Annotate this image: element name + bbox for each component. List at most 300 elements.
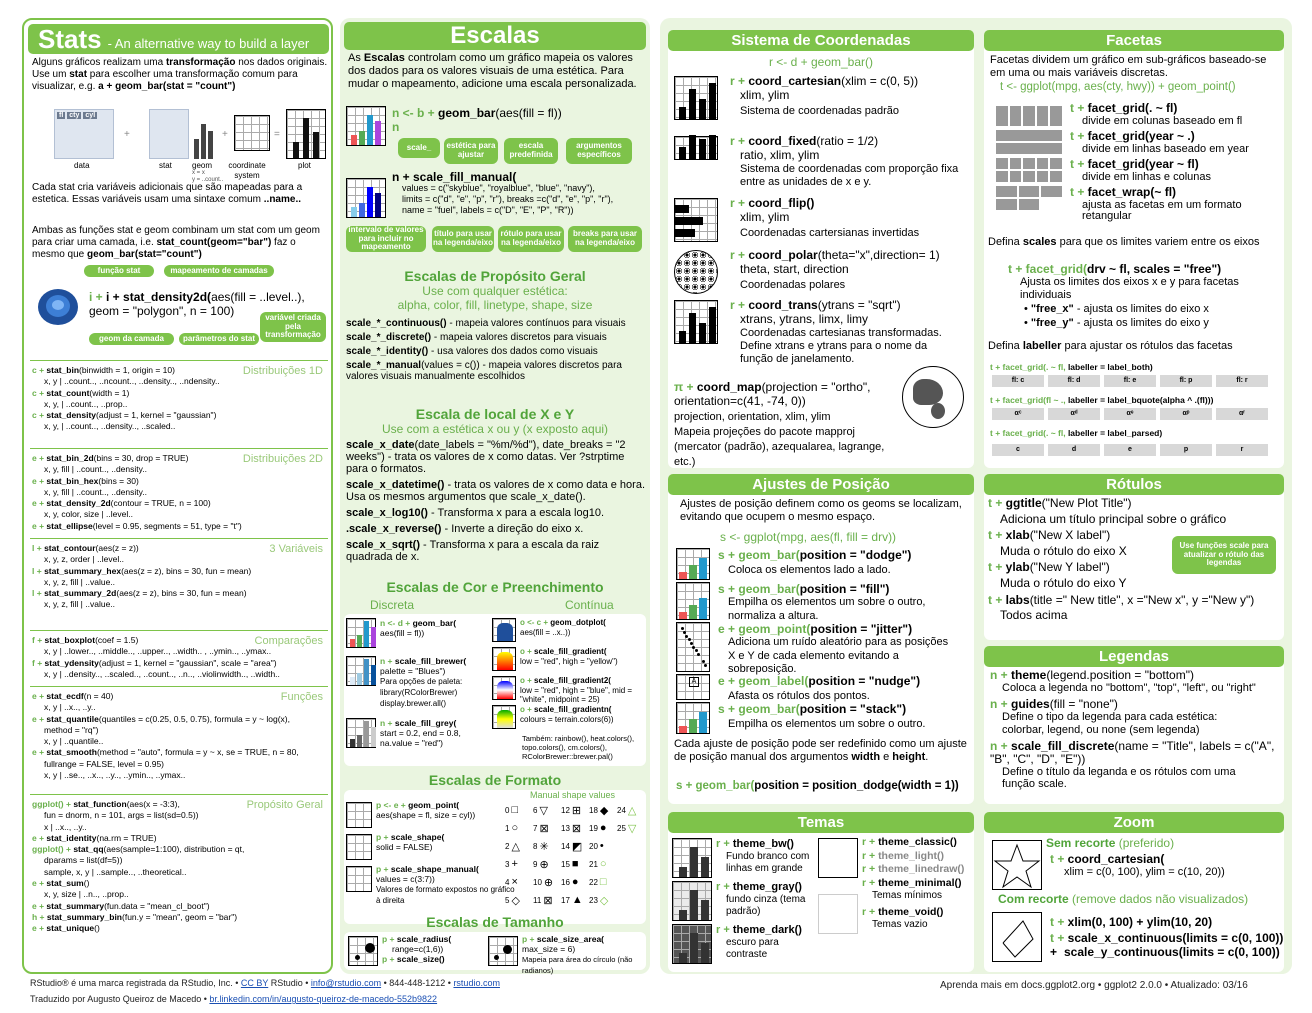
stat-fn: stat_summary_bin xyxy=(46,911,123,922)
facet-strip: e xyxy=(1104,444,1156,456)
shape-glyph-icon: ▽ xyxy=(627,822,637,835)
bar-mark xyxy=(701,857,709,877)
tema-right-item xyxy=(862,850,972,864)
legenda-args: (legend.position = "bottom") xyxy=(1046,668,1194,682)
rotulo-item xyxy=(988,593,1280,624)
shape-number: 22 xyxy=(589,877,598,887)
tema-prefix: r + xyxy=(716,838,733,850)
size-area-icon xyxy=(488,936,518,966)
stat-vars: method = "rq") xyxy=(44,724,99,735)
cor-fn: scale_fill_gradient( xyxy=(534,647,607,656)
stat-vars: x, y, size | ..n.., ..prop.. xyxy=(44,889,129,900)
dot-stack xyxy=(497,710,513,728)
labeller2-strips xyxy=(992,408,1270,420)
labeller3-strips xyxy=(992,444,1270,456)
coord-args: (ratio = 1/2) xyxy=(816,134,879,148)
tamanho-title: Escalas de Tamanho xyxy=(426,914,564,930)
posicao-desc: Adiciona um ruído aleatório para as posições X e Y de cada elemento evitando a sobreposição. xyxy=(728,636,949,675)
stat-line xyxy=(32,912,328,923)
theme-plot-icon xyxy=(672,924,712,964)
facet-desc: divide em linhas e colunas xyxy=(1082,170,1212,183)
stat-vars: x | ..x.., ..y.. xyxy=(44,821,87,832)
tema-item xyxy=(672,838,818,881)
facet-item xyxy=(1070,130,1280,155)
labeller1-code: t + facet_grid(. ~ fl, labeller = label_both) xyxy=(990,362,1153,372)
facet-free-x: • "free_x" - ajusta os limites do eixo x xyxy=(1024,303,1209,315)
footer-right: Aprenda mais em docs.ggplot2.org • ggplot2 2.0.0 • Atualizado: 03/16 xyxy=(940,980,1248,991)
zoom-crop-icon xyxy=(992,912,1042,962)
position-plot-icon xyxy=(676,548,710,580)
coord-sub: xlim, ylim xyxy=(740,210,790,225)
shape-cell xyxy=(533,802,561,818)
cor-prefix: o + xyxy=(520,705,535,714)
xy-item xyxy=(346,523,646,535)
stat-table-icon xyxy=(149,109,189,159)
bar-mark xyxy=(690,847,698,877)
shape-glyph-icon: ○ xyxy=(599,858,607,870)
cor-prefix: o + xyxy=(520,676,535,685)
posicao-arg: position = "jitter") xyxy=(810,622,913,636)
legenda-args: (name = "Title", labels = c("A", "B", "C", "D", "E")) xyxy=(990,738,1275,766)
posicao-prefix: e + xyxy=(718,622,739,636)
facet-free-y: • "free_y" - ajusta os limites do eixo y xyxy=(1024,317,1209,329)
tema-prefix: r + xyxy=(716,924,733,936)
stat-fn: stat_ydensity xyxy=(44,657,99,668)
shape-glyph-icon: ◇ xyxy=(511,894,520,907)
facet-strip: fl: r xyxy=(1216,375,1268,387)
stat-vars: x, y | ..quantile.. xyxy=(44,736,104,747)
coord-desc: Coordenadas cartesianas transformadas. Define xtrans e ytrans para o nome da função de janelamento. xyxy=(740,326,942,366)
stats-title: Stats xyxy=(38,24,102,54)
stat-line xyxy=(32,521,328,532)
dotplot-icon xyxy=(492,676,516,700)
bar-mark xyxy=(679,147,686,159)
stat-vars: sample, x, y | ..sample.., ..theoretical.. xyxy=(44,866,187,877)
facetas-title: Facetas xyxy=(984,30,1284,51)
tema-fn: theme_linedraw() xyxy=(878,863,965,875)
theme-minimal-icon xyxy=(818,894,858,934)
cor-args: low = "red", high = "blue", mid = "white", midpoint = 25) xyxy=(520,685,633,705)
cor-fn: scale_fill_brewer( xyxy=(394,656,467,666)
stat-line xyxy=(32,599,328,610)
cor-args: aes(fill = fl)) xyxy=(380,628,425,639)
tema-item xyxy=(672,881,818,924)
shape-cell xyxy=(561,874,589,890)
temas-title: Temas xyxy=(668,812,974,833)
shape-cell xyxy=(617,820,645,836)
rotulo-fn: ggtitle xyxy=(1005,496,1042,510)
group-separator xyxy=(30,686,328,687)
facet-prefix: t + xyxy=(1070,185,1088,200)
bar-mark xyxy=(690,890,698,920)
stat-args: (aes(sample=1:100), distribution = qt, xyxy=(103,844,245,855)
coord-item xyxy=(672,244,972,294)
stat-fn: stat_boxplot xyxy=(44,635,96,645)
position-plot-icon xyxy=(676,622,710,672)
tam-item xyxy=(382,934,482,954)
coord-plot-icon xyxy=(674,76,718,120)
temas-left xyxy=(672,838,818,967)
posicao-note: Cada ajuste de posição pode ser redefinido como um ajuste de posição manual dos argumentos width e height. xyxy=(674,738,967,764)
cor-right-list xyxy=(492,618,646,734)
stat-vars: x, y, fill | ..count.., ..density.. xyxy=(44,464,147,475)
posicao-prefix: e + xyxy=(718,674,739,688)
shape-cell xyxy=(505,838,533,854)
shape-cell xyxy=(589,802,617,818)
density-code: i + i + stat_density2d(aes(fill = ..level..), geom = "polygon", n = 100) xyxy=(89,290,305,319)
shape-number: 14 xyxy=(561,841,570,851)
facet-desc: divide em colunas baseado em fl xyxy=(1082,114,1243,127)
bar-mark xyxy=(679,572,687,579)
tema-desc: Temas vazio xyxy=(872,919,928,930)
labeller1-strips xyxy=(992,375,1270,387)
coord-desc: Coordenadas cartersianas invertidas xyxy=(740,226,920,239)
legenda-prefix: n + xyxy=(990,668,1012,682)
stat-vars: x, y, | ..count.., ..prop.. xyxy=(44,398,128,409)
coord-desc: Coordenadas polares xyxy=(740,278,846,291)
shape-number: 8 xyxy=(533,841,538,851)
legendas-title: Legendas xyxy=(984,646,1284,667)
geral-fn: scale_*_continuous() xyxy=(346,318,447,329)
posicao-item xyxy=(684,674,974,702)
bar-mark xyxy=(709,83,716,119)
shape-cell xyxy=(589,874,617,890)
zoom-title: Zoom xyxy=(984,812,1284,833)
xy-desc: (date_labels = "%m/%d"), date_breaks = "2 weeks") - trata os valores de x como datas. Ver ?strptime para o formatos. xyxy=(346,439,626,475)
dotplot-icon xyxy=(492,647,516,671)
shape-cell xyxy=(589,892,617,908)
stat-args: (na.rm = TRUE) xyxy=(96,832,157,843)
shape-glyph-icon: ◩ xyxy=(571,840,583,853)
shape-number: 24 xyxy=(617,805,626,815)
shape-cell xyxy=(589,838,617,854)
dotplot-icon xyxy=(492,618,516,642)
stats-intro: Alguns gráficos realizam uma transformação nos dados originais. Use um stat para escolher uma transformação comum para visualizar, e.g. a + geom_bar(stat = "count") xyxy=(32,57,328,92)
stat-args: (bins = 30, drop = TRUE) xyxy=(93,453,189,463)
escalas-title: Escalas xyxy=(344,22,646,50)
shape-cell xyxy=(561,802,589,818)
posicao-desc: Empilha os elementos um sobre o outro, normaliza a altura. xyxy=(728,596,926,622)
tam-fn: scale_size() xyxy=(396,954,445,965)
facet-strip: p xyxy=(1160,444,1212,456)
cor-also: Também: rainbow(), heat.colors(), topo.colors(), cm.colors(), RColorBrewer::brewer.pal() xyxy=(522,734,635,761)
shape-plot-icon xyxy=(346,866,372,892)
stat-fn: stat_qq xyxy=(73,844,104,855)
bar-mark xyxy=(357,635,362,647)
cc-by-link[interactable]: CC BY xyxy=(240,978,269,988)
stat-line xyxy=(32,498,328,509)
tam-right: p + scale_size_area( max_size = 6) Mapeia para área do círculo (não radianos) xyxy=(522,934,633,975)
stat-vars: x, y, color, size | ..level.. xyxy=(44,509,133,520)
stat-prefix: ggplot() + xyxy=(32,799,74,809)
coord-fn: coord_polar xyxy=(748,248,818,262)
formato-prefix: p + xyxy=(376,832,391,842)
zoom-com-3: scale_y_continuous(limits = c(0, 100)) xyxy=(1064,945,1280,959)
stat-line xyxy=(32,554,328,565)
linkedin-link[interactable]: br.linkedin.com/in/augusto-queiroz-de-macedo-552b9822 xyxy=(209,994,438,1004)
stat-line xyxy=(32,759,328,770)
facet-list xyxy=(1070,102,1280,226)
coord-plot-icon xyxy=(674,136,718,160)
xy-item xyxy=(346,507,646,519)
tema-right-item xyxy=(862,906,972,932)
stat-fn: stat_unique xyxy=(46,923,95,934)
stat-args: (contour = TRUE, n = 100) xyxy=(110,498,211,509)
stat-vars: x, y, | ..count.., ..density.., ..scaled.. xyxy=(44,421,176,432)
dot-stack xyxy=(497,652,513,670)
group-label: Funções xyxy=(280,691,323,703)
rotulo-fn: labs xyxy=(1005,592,1030,607)
tema-desc: escuro para contraste xyxy=(726,937,779,961)
pill-intervalo: intervalo de valores para incluir no mapeamento xyxy=(346,226,426,252)
coord-prefix: r + xyxy=(730,74,749,88)
theme-plot-icon xyxy=(672,881,712,921)
posicao-fn: geom_bar( xyxy=(738,548,800,562)
cor-note: Para opções de paleta: library(RColorBrewer) display.brewer.all() xyxy=(380,677,463,708)
data-table-icon: fl cty cyl xyxy=(54,109,114,159)
cor-prefix: n + xyxy=(380,656,395,666)
stat-line xyxy=(32,833,328,844)
tam-prefix: p + xyxy=(382,954,397,965)
pill-variavel-criada: variável criada pela transformação xyxy=(260,312,326,342)
stat-args: (coef = 1.5) xyxy=(95,635,139,645)
coord-map: π + coord_map(projection = "ortho", orientation=c(41, -74, 0)) projection, orientation, xlim, ylim Mapeia projeções do pacote mapproj (mercator (padrão), azequalarea, lagrange, etc.) xyxy=(674,380,885,469)
formato-list xyxy=(346,800,519,920)
stat-line xyxy=(32,747,328,758)
stat-line xyxy=(32,566,328,577)
geral-fn: scale_*_identity() xyxy=(346,346,429,357)
cor-item xyxy=(346,618,494,656)
globe-map-icon xyxy=(902,366,964,428)
position-plot-icon xyxy=(676,674,710,700)
xy-fn: .scale_x_reverse() xyxy=(346,523,442,535)
facet-strip: d xyxy=(1048,444,1100,456)
geom-bar-icon xyxy=(192,109,218,159)
stat-fn: stat_summary_hex xyxy=(44,565,122,576)
posicao-arg: position = "fill") xyxy=(799,582,890,596)
rotulo-desc: Todos acima xyxy=(1000,608,1068,623)
stats-panel xyxy=(22,18,333,974)
position-plot-icon xyxy=(676,582,710,620)
rotulo-args: ("New X label") xyxy=(1029,528,1111,543)
coord-desc: Sistema de coordenadas com proporção fixa entre as unidades de x e y. xyxy=(740,162,959,188)
bar-mark xyxy=(679,107,686,119)
posicao-fn: geom_point( xyxy=(738,622,811,636)
shape-cell xyxy=(505,820,533,836)
bar-mark xyxy=(689,565,697,579)
shape-glyph-icon: ● xyxy=(571,876,579,888)
posicao-intro: Ajustes de posição definem como os geoms se localizam, evitando que ocupem o mesmo espaço. xyxy=(680,498,962,524)
posicao-title: Ajustes de Posição xyxy=(668,474,974,495)
stat-vars: x, y | ..lower.., ..middle.., ..upper.., ..width.. , ..ymin.., ..ymax.. xyxy=(44,646,272,657)
formato-title: Escalas de Formato xyxy=(428,772,562,788)
facet-item xyxy=(1070,186,1280,223)
xy-fn: scale_x_datetime() xyxy=(346,479,445,491)
rotulo-args: ("New Y label") xyxy=(1029,560,1110,575)
pill-argumentos-especificos: argumentos específicos xyxy=(566,138,632,164)
facet-item xyxy=(1070,158,1280,183)
tema-prefix: r + xyxy=(862,849,879,862)
stat-line xyxy=(32,855,328,866)
coord-prefix: r + xyxy=(730,298,749,312)
xy-sub: Use com a estética x ou y (x exposto aqui) xyxy=(381,422,609,436)
shape-glyph-icon: × xyxy=(511,876,518,888)
coord-plot-icon xyxy=(674,300,718,344)
stat-args: (n = 40) xyxy=(83,691,114,701)
bar-mark xyxy=(357,673,362,685)
pill-geom-camada: geom da camada xyxy=(89,333,174,345)
stat-vars: fullrange = FALSE, level = 0.95) xyxy=(44,758,165,769)
stat-line xyxy=(32,770,328,781)
formato-args: aes(shape = fl, size = cyl)) xyxy=(376,810,476,821)
facet-fn: facet_grid(year ~ .) xyxy=(1087,129,1195,144)
facet-strip: fl: d xyxy=(1048,375,1100,387)
facet-scales-code: t + facet_grid(drv ~ fl, scales = "free") xyxy=(1008,262,1222,276)
pill-mapeamento: mapeamento de camadas xyxy=(164,265,274,277)
dot-stack xyxy=(497,681,513,699)
group-label: Distribuições 2D xyxy=(242,453,323,465)
jitter-point xyxy=(690,642,693,645)
position-plot-icon xyxy=(676,702,710,734)
stat-vars: x, y | ..x.., ..y.. xyxy=(44,702,96,713)
formato-manual: Manual shape values xyxy=(530,790,616,800)
shape-number: 16 xyxy=(561,877,570,887)
stat-vars: x, y | ..count.., ..ncount.., ..density.., ..ndensity.. xyxy=(44,376,220,387)
shape-glyph-icon: ⊕ xyxy=(539,858,549,871)
geral-desc: - usa valores dos dados como visuais xyxy=(428,346,598,357)
bar-mark xyxy=(675,217,703,225)
group-label: Comparações xyxy=(254,635,323,647)
coord-sub: theta, start, direction xyxy=(740,262,849,277)
zoom-sem-code: t + coord_cartesian( xyxy=(1050,852,1165,866)
xy-desc: - Transforma x para a escala log10. xyxy=(427,507,605,519)
coord-plot-icon xyxy=(674,198,718,242)
bar-mark xyxy=(364,721,369,747)
stat-prefix: c + xyxy=(32,387,47,398)
stat-line xyxy=(32,658,328,669)
stat-prefix: e + xyxy=(32,900,47,911)
posicao-list xyxy=(684,548,974,736)
stat-args: (aes(z = z)) xyxy=(95,543,139,553)
bar-mark xyxy=(689,89,696,119)
facet-scales-note: Defina scales para que os limites variem entre os eixos xyxy=(988,236,1260,248)
shape-cell xyxy=(561,838,589,854)
bar-mark xyxy=(364,621,369,647)
shape-cell xyxy=(505,874,533,890)
geral-item xyxy=(346,318,646,329)
stat-args: (bins = 30) xyxy=(98,475,139,486)
rotulo-fn: xlab xyxy=(1005,528,1030,543)
zoom-sem-args: xlim = c(0, 100), ylim = c(10, 20)) xyxy=(1064,866,1225,878)
xy-fn: scale_x_date xyxy=(346,439,415,451)
cor-fn: scale_fill_gradientn( xyxy=(534,705,612,714)
xy-list xyxy=(346,439,646,567)
tema-fn: theme_classic() xyxy=(878,836,957,848)
posicao-code: s + geom_bar(position = position_dodge(width = 1)) xyxy=(676,780,959,792)
facet-grid-icon xyxy=(996,106,1062,212)
posicao-prefix: s + xyxy=(718,582,739,596)
formato-item xyxy=(346,864,516,920)
stat-args: () xyxy=(83,878,90,889)
rotulo-prefix: t + xyxy=(988,592,1006,607)
posicao-arg: position = "nudge") xyxy=(808,674,921,688)
stat-vars: x, y, z, fill | ..value.. xyxy=(44,576,116,587)
stat-group xyxy=(32,691,328,781)
tema-fn: theme_light() xyxy=(878,849,944,862)
formato-item xyxy=(346,800,519,834)
formato-prefix: p + xyxy=(376,864,391,874)
facet-strip: αᵈ xyxy=(1048,408,1100,420)
stat-fn: stat_bin_2d xyxy=(46,453,94,463)
shape-cell xyxy=(505,892,533,908)
posicao-desc: Empilha os elementos um sobre o outro. xyxy=(728,718,926,731)
shape-glyph-icon: ✳ xyxy=(539,840,549,853)
formato-args: solid = FALSE) xyxy=(376,842,433,853)
stat-prefix: e + xyxy=(32,498,47,509)
stat-fn: stat_identity xyxy=(46,832,97,843)
shape-cell xyxy=(505,802,533,818)
stat-line xyxy=(32,464,328,475)
geral-item xyxy=(346,332,646,343)
legendas-list xyxy=(990,669,1280,794)
stat-line xyxy=(32,376,328,387)
facetas-intro: Facetas dividem um gráfico em sub-gráficos baseado-se em uma ou mais variáveis discretas. xyxy=(990,54,1267,80)
shape-glyph-icon: ▲ xyxy=(571,894,583,906)
group-label: Propósito Geral xyxy=(246,799,323,811)
stat-line xyxy=(32,577,328,588)
shape-cell xyxy=(533,892,561,908)
geral-sub2: alpha, color, fill, linetype, shape, size xyxy=(397,298,593,312)
posicao-item xyxy=(684,702,974,736)
coord-fn: coord_flip() xyxy=(748,196,815,210)
bar-mark xyxy=(350,639,355,647)
stat-prefix: e + xyxy=(32,453,47,463)
stat-line xyxy=(32,509,328,520)
cor-title: Escalas de Cor e Preenchimento xyxy=(386,579,604,595)
stat-line xyxy=(32,635,328,646)
facet-fn: facet_grid(year ~ fl) xyxy=(1087,157,1199,172)
theme-plot-icon xyxy=(672,838,712,878)
cor-item xyxy=(346,656,494,718)
shape-glyph-icon: ⊠ xyxy=(539,822,549,835)
stat-group xyxy=(32,365,328,433)
stat-prefix: e + xyxy=(32,713,47,724)
facet-strip: fl: c xyxy=(992,375,1044,387)
coord-fn: coord_cartesian xyxy=(748,74,842,88)
posicao-desc: Afasta os rótulos dos pontos. xyxy=(728,690,870,703)
geral-fn: scale_*_manual xyxy=(346,360,422,371)
shape-number: 21 xyxy=(589,859,598,869)
label-geom-mapping: x = x y = ..count.. xyxy=(192,170,224,184)
bar-mark xyxy=(690,933,698,963)
bar-mark xyxy=(701,943,709,963)
stat-fn: stat_ecdf xyxy=(46,691,84,701)
coord-item xyxy=(672,294,972,378)
formato-note: Valores de formato expostos no gráfico à direita xyxy=(376,885,515,905)
posicao-fn: geom_bar( xyxy=(738,582,800,596)
xy-fn: scale_x_sqrt() xyxy=(346,539,420,551)
shape-glyph-icon: + xyxy=(511,858,518,870)
email-link[interactable]: info@rstudio.com xyxy=(310,978,382,988)
labeller3-code: t + facet_grid(. ~ fl, labeller = label_parsed) xyxy=(990,428,1163,438)
stat-line xyxy=(32,889,328,900)
legenda-prefix: n + xyxy=(990,738,1012,753)
coord-args: (ytrans = "sqrt") xyxy=(817,298,901,312)
cor-item xyxy=(346,718,494,756)
rstudio-link[interactable]: rstudio.com xyxy=(453,978,500,988)
cor-args: low = "red", high = "yellow") xyxy=(520,656,618,666)
stats-header xyxy=(28,24,329,54)
